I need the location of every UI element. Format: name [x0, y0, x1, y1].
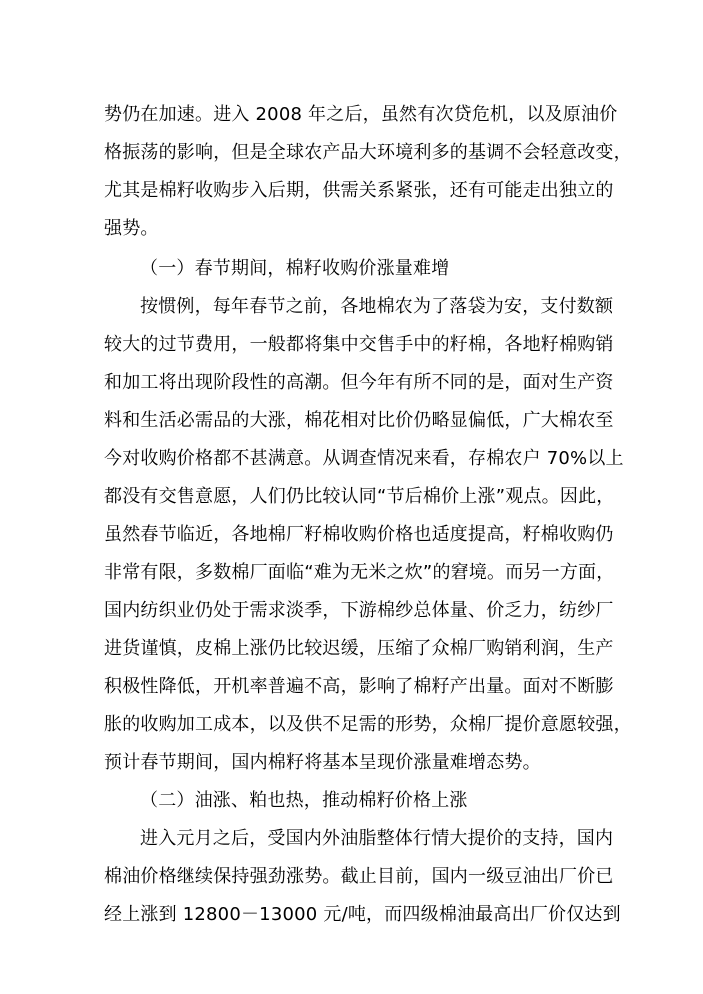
text-line: 按惯例，每年春节之前，各地棉农为了落袋为安，支付数额	[140, 296, 614, 317]
text-line: 国内纺织业仍处于需求淡季，下游棉纱总体量、价乏力，纺纱厂	[104, 600, 614, 621]
text-line: 进入元月之后，受国内外油脂整体行情大提价的支持，国内	[140, 828, 614, 849]
text-line: 积极性降低，开机率普遍不高，影响了棉籽产出量。面对不断膨	[104, 676, 614, 697]
text-line: 势仍在加速。进入 2008 年之后，虽然有次贷危机，以及原油价	[104, 104, 618, 125]
text-line: 料和生活必需品的大涨，棉花相对比价仍略显偏低，广大棉农至	[104, 410, 614, 431]
text-line: 尤其是棉籽收购步入后期，供需关系紧张，还有可能走出独立的	[104, 180, 614, 201]
text-line: 经上涨到 12800－13000 元/吨，而四级棉油最高出厂价仅达到	[104, 904, 621, 925]
text-line: 和加工将出现阶段性的高潮。但今年有所不同的是，面对生产资	[104, 372, 614, 393]
text-line: 虽然春节临近，各地棉厂籽棉收购价格也适度提高，籽棉收购仍	[104, 524, 614, 545]
text-line: 今对收购价格都不甚满意。从调查情况来看，存棉农户 70%以上	[104, 448, 624, 469]
text-line: 预计春节期间，国内棉籽将基本呈现价涨量难增态势。	[104, 752, 541, 773]
section-heading: （一）春节期间，棉籽收购价涨量难增	[140, 258, 450, 279]
section-heading: （二）油涨、粕也热，推动棉籽价格上涨	[140, 790, 468, 811]
text-line: 非常有限，多数棉厂面临“难为无米之炊”的窘境。而另一方面，	[104, 562, 615, 583]
text-line: 胀的收购加工成本，以及供不足需的形势，众棉厂提价意愿较强，	[104, 714, 632, 735]
text-line: 棉油价格继续保持强劲涨势。截止目前，国内一级豆油出厂价已	[104, 866, 614, 887]
text-line: 都没有交售意愿，人们仍比较认同“节后棉价上涨”观点。因此，	[104, 486, 615, 507]
text-line: 强势。	[104, 218, 159, 239]
text-line: 格振荡的影响，但是全球农产品大环境利多的基调不会轻意改变，	[104, 142, 632, 163]
text-line: 进货谨慎，皮棉上涨仍比较迟缓，压缩了众棉厂购销利润，生产	[104, 638, 614, 659]
text-line: 较大的过节费用，一般都将集中交售手中的籽棉，各地籽棉购销	[104, 334, 614, 355]
